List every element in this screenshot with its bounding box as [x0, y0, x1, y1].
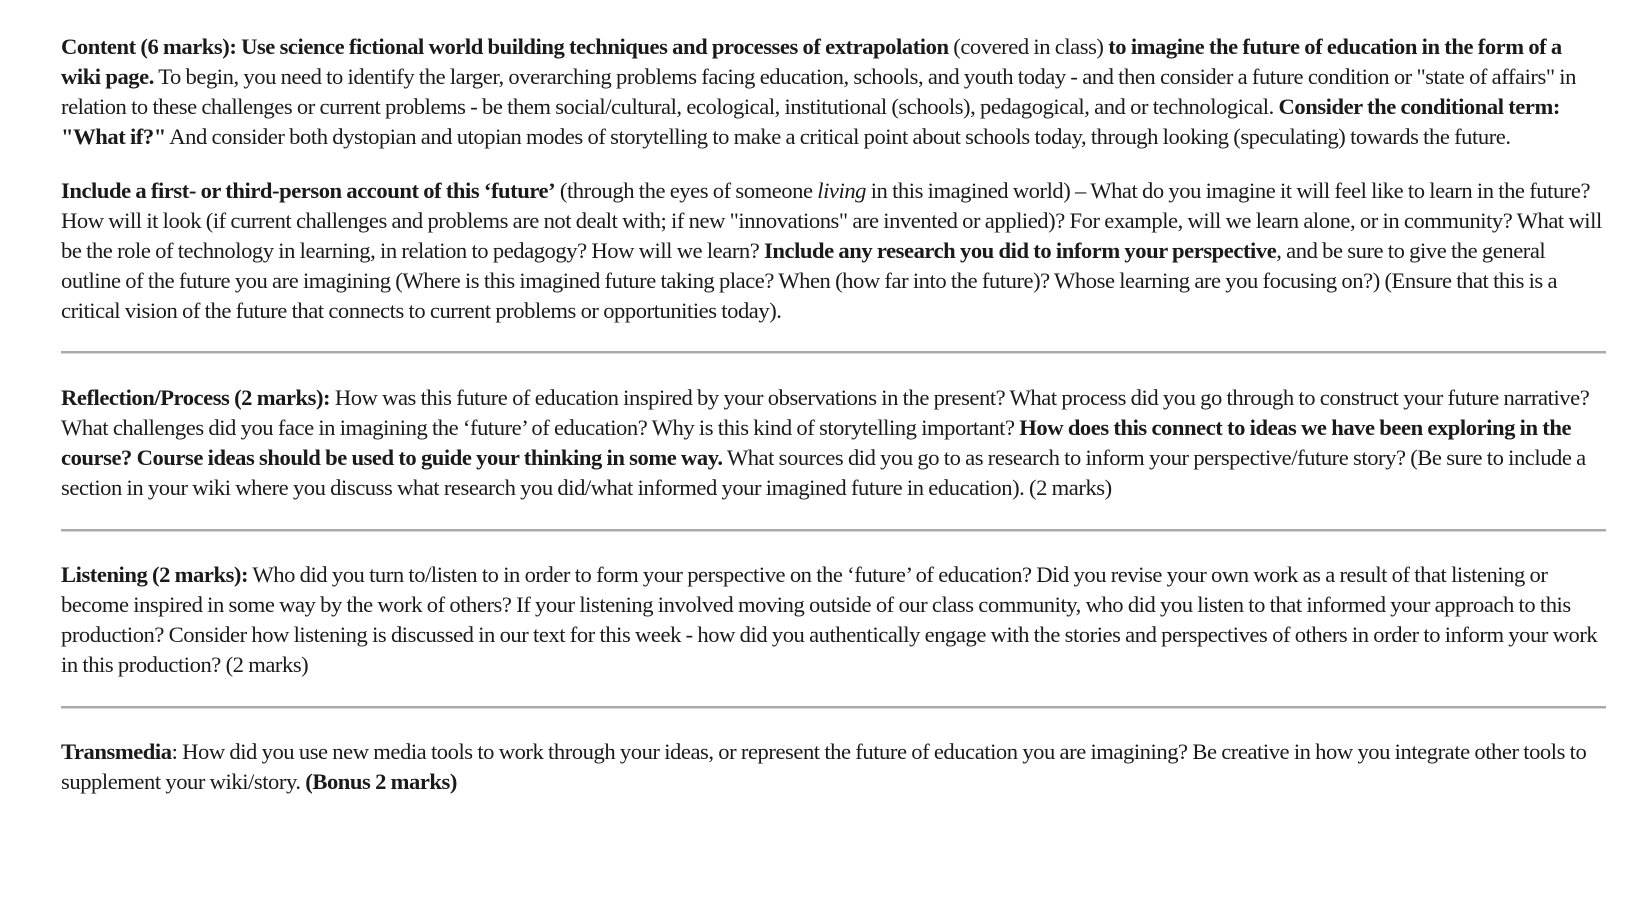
include-italic: living	[817, 178, 867, 203]
include-text-3: , and be sure to give the general outline of the future you are imagining (Where is this imagined future taking place? When (how far into the future)? Whose learning are you focusing on?) (Ensure that this is a critical vision of the future that connects to current problems or opportunities today).	[61, 238, 1558, 323]
include-text-1: (through the eyes of someone	[555, 178, 818, 203]
include-heading: Include a first- or third-person account of this ‘future’	[61, 178, 556, 203]
content-section	[61, 32, 1606, 152]
content-text-3: And consider both dystopian and utopian modes of storytelling to make a critical point about schools today, through looking (speculating) towards the future.	[165, 124, 1511, 149]
section-divider	[61, 529, 1606, 532]
reflection-text-2: What sources did you go to as research to inform your perspective/future story? (Be sure to include a section in your wiki where you discuss what research you did/what informed your imagined future in education). (2 marks)	[61, 445, 1586, 500]
transmedia-bonus: (Bonus 2 marks)	[305, 769, 457, 794]
reflection-bold-2: How does this connect to ideas we have been exploring in the course? Course ideas should be used to guide your thinking in some way.	[61, 415, 1572, 470]
listening-text-1: Who did you turn to/listen to in order to form your perspective on the ‘future’ of education? Did you revise your own work as a result of that listening or become inspired in some way by the work of others? If your listening involved moving outside of our class community, who did you listen to that informed your approach to this production? Consider how listening is discussed in our text for this week - how did you authentically engage with the stories and perspectives of others in order to inform your work in this production? (2 marks)	[61, 562, 1598, 677]
listening-heading: Listening (2 marks):	[61, 562, 249, 587]
section-divider	[61, 351, 1606, 354]
include-bold-2: Include any research you did to inform your perspective	[764, 238, 1277, 263]
reflection-text-1: How was this future of education inspired by your observations in the present? What process did you go through to construct your future narrative? What challenges did you face in imagining the ‘future’ of education? Why is this kind of storytelling important?	[61, 385, 1590, 440]
listening-section	[61, 560, 1606, 680]
transmedia-heading: Transmedia	[61, 739, 172, 764]
content-bold-2: to imagine the future of education in the form of a wiki page.	[61, 34, 1562, 89]
content-text-2: To begin, you need to identify the larger, overarching problems facing education, schools, and youth today - and then consider a future condition or "state of affairs" in relation to these challenges or current problems - be them social/cultural, ecological, institutional (schools), pedagogical, and or technological.	[61, 64, 1576, 119]
document-body	[61, 32, 1606, 797]
content-bold-3: Consider the conditional term: "What if?"	[61, 94, 1560, 149]
reflection-heading: Reflection/Process (2 marks):	[61, 385, 331, 410]
content-text-1: (covered in class)	[948, 34, 1109, 59]
paragraph-gap	[61, 152, 1606, 176]
reflection-section	[61, 383, 1606, 503]
transmedia-text-1: : How did you use new media tools to work through your ideas, or represent the future of education you are imagining? Be creative in how you integrate other tools to supplement your wiki/story.	[61, 739, 1587, 794]
include-section	[61, 176, 1606, 326]
transmedia-section	[61, 737, 1606, 797]
include-text-2: in this imagined world) – What do you imagine it will feel like to learn in the future? How will it look (if current challenges and problems are not dealt with; if new "innovations" are invented or applied)? For example, will we learn alone, or in community? What will be the role of technology in learning, in relation to pedagogy? How will we learn?	[61, 178, 1602, 263]
section-divider	[61, 706, 1606, 709]
content-heading: Content (6 marks): Use science fictional world building techniques and processes of extrapolation	[61, 34, 949, 59]
